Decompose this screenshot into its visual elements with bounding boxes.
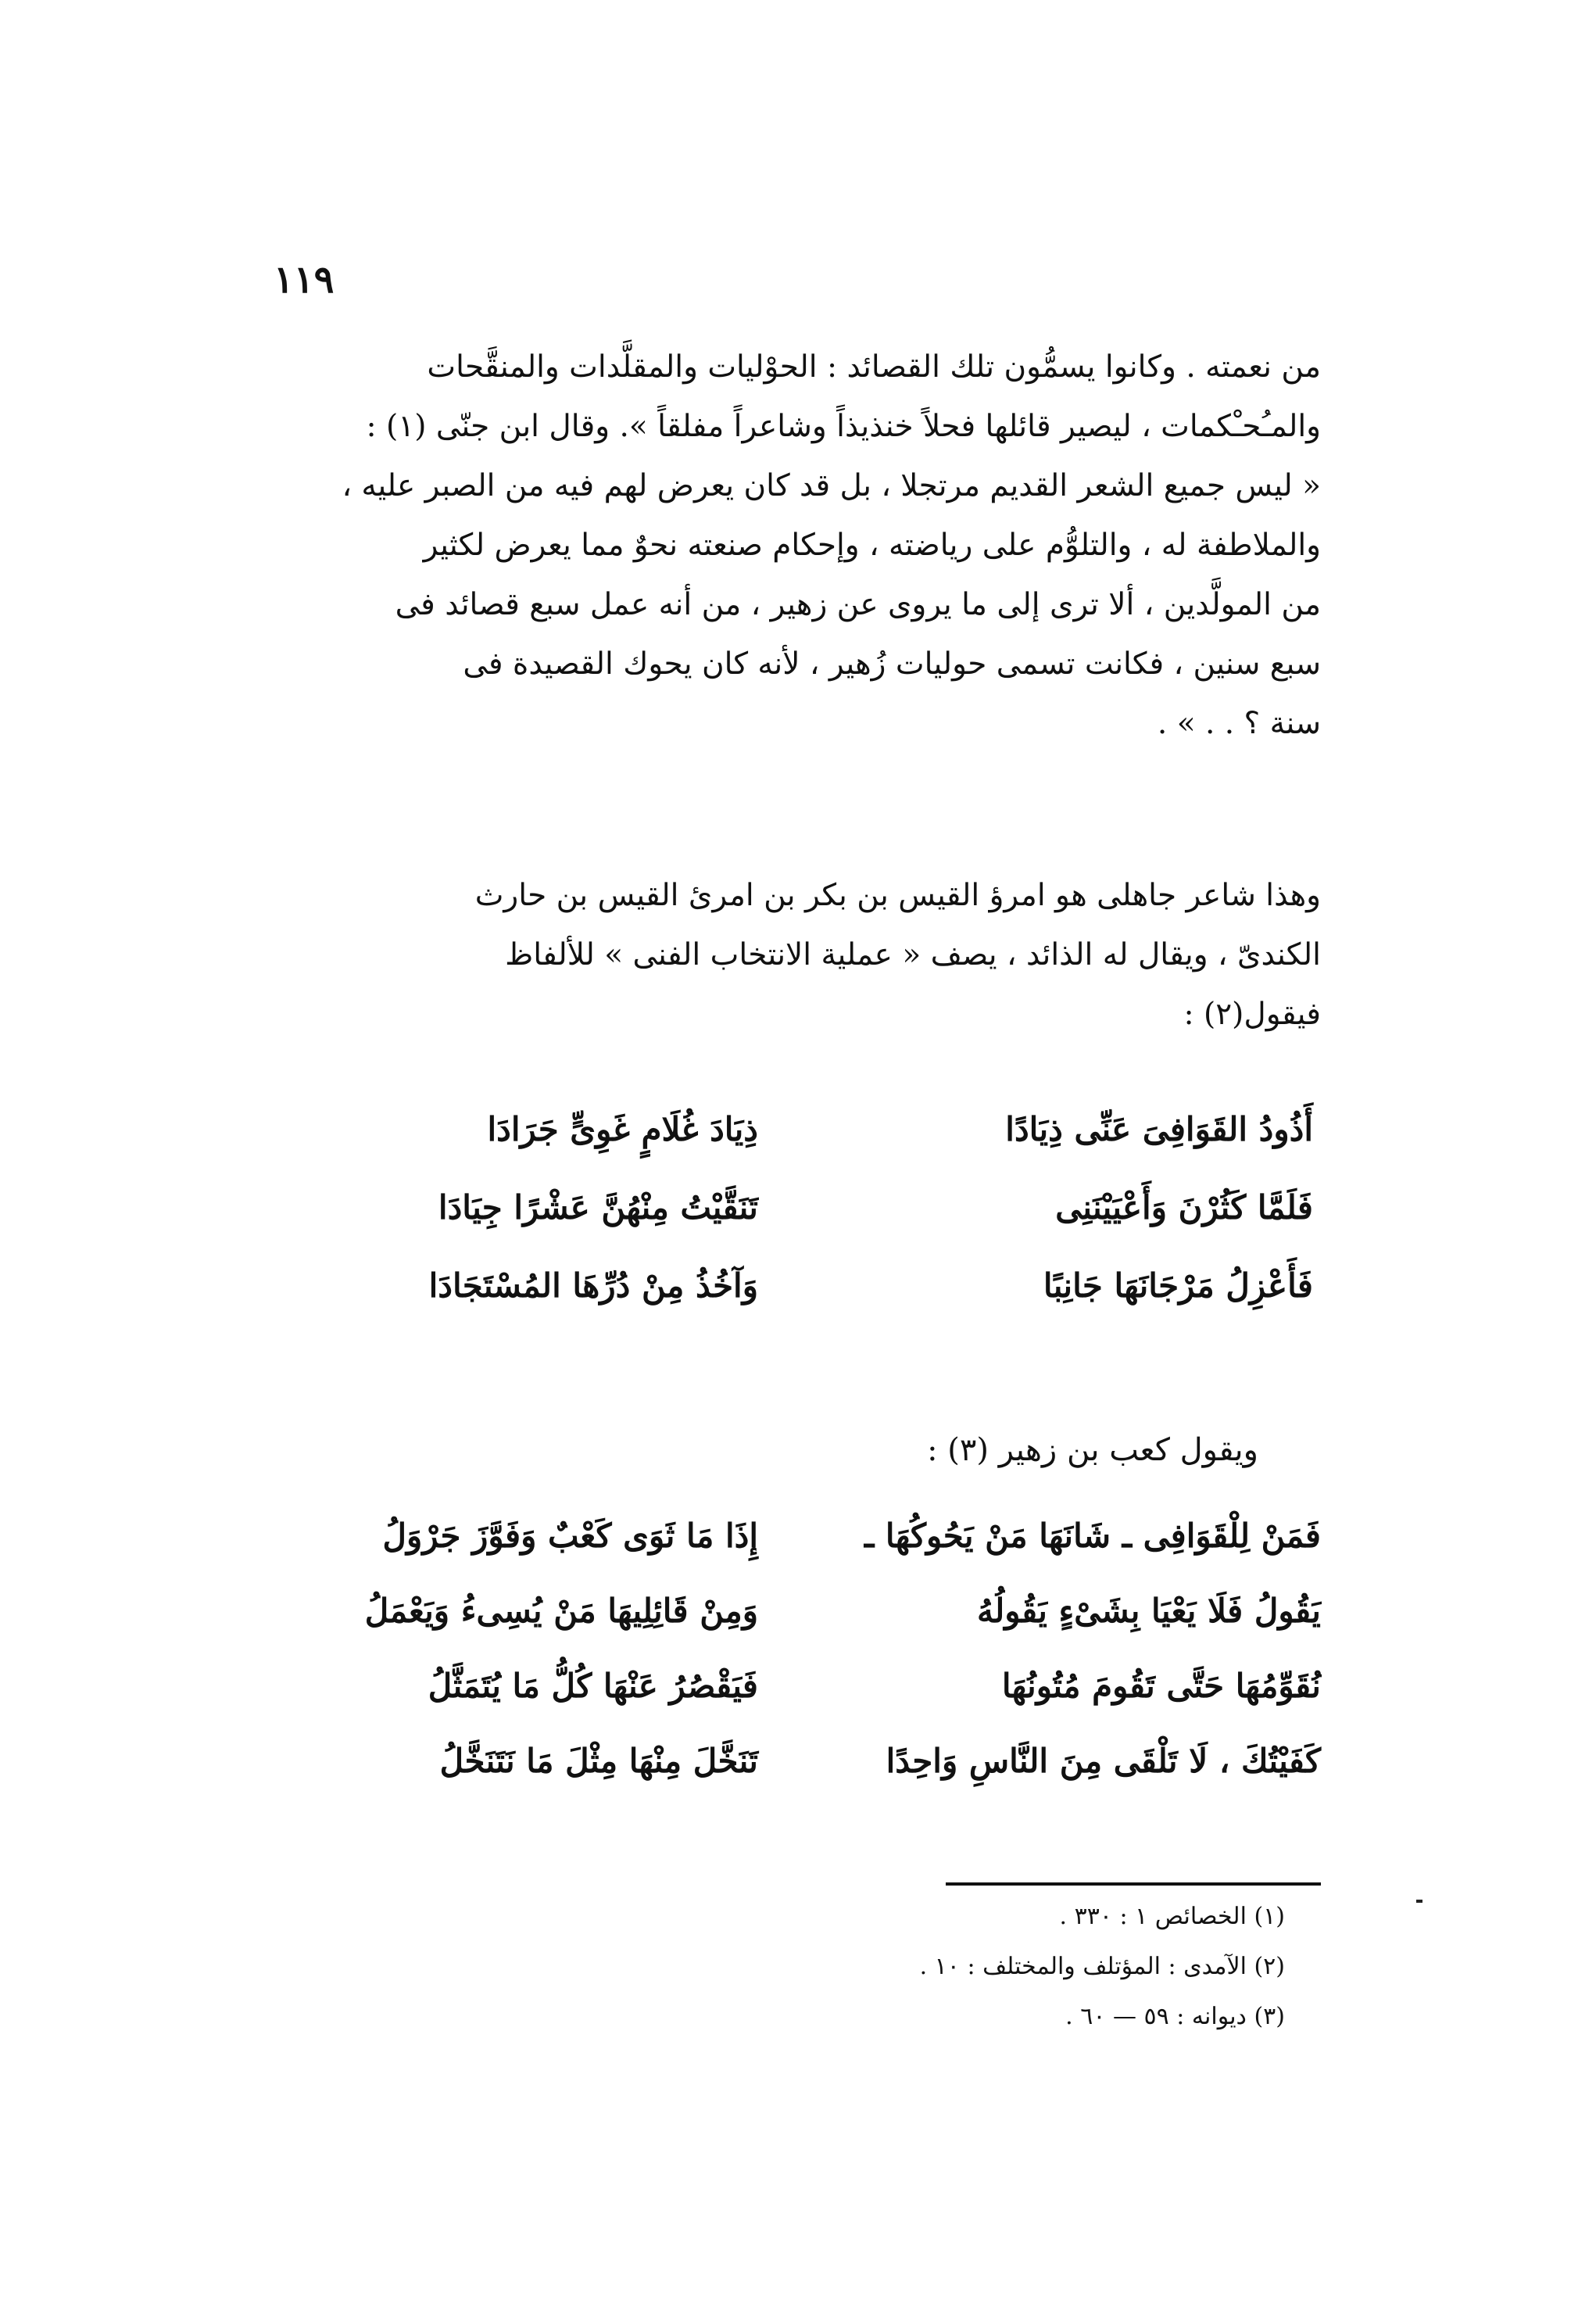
verse-first-hemistich: فَمَنْ لِلْقَوَافِى ـ شَانَهَا مَنْ يَحُوكُهَا ـ [864, 1517, 1321, 1555]
verse-second-hemistich: ذِيَادَ غُلَامٍ غَوِىٍّ جَرَادَا [487, 1110, 758, 1148]
verse-first-hemistich: كَفَيْتُكَ ، لَا تَلْقَى مِنَ النَّاسِ وَاحِدًا [886, 1742, 1321, 1780]
margin-mark [1416, 1900, 1422, 1903]
poem-verse [274, 1094, 1321, 1173]
paragraph-imru-al-qays [274, 866, 1321, 1044]
poem-verse [274, 1501, 1321, 1576]
text-line: « ليس جميع الشعر القديم مرتجلا ، بل قد كان يعرض لهم فيه من الصبر عليه ، [342, 468, 1321, 503]
text-line: من نعمته . وكانوا يسمُّون تلك القصائد : الحوْليات والمقلَّدات والمنقَّحات [427, 349, 1321, 385]
text-line: والمـُحـْكمات ، ليصير قائلها فحلاً خنذيذاً وشاعراً مفلقاً ». وقال ابن جنّى (١) : [366, 409, 1321, 444]
poem-verse [274, 1576, 1321, 1651]
poem-verse [274, 1251, 1321, 1329]
poem-verse [274, 1726, 1321, 1801]
verse-second-hemistich: تَنَقَّيْتُ مِنْهُنَّ عَشْرًا جِيَادَا [438, 1188, 758, 1227]
verse-second-hemistich: فَيَقْصُرُ عَنْهَا كُلُّ مَا يُتَمَثَّلُ [428, 1667, 758, 1705]
poem-kaab-bin-zuhayr [274, 1501, 1321, 1801]
verse-first-hemistich: فَلَمَّا كَثُرْنَ وَأَعْيَيْنَنِى [1055, 1188, 1313, 1227]
footnote-divider [946, 1882, 1321, 1886]
verse-second-hemistich: وَآخُذُ مِنْ دُرِّهَا المُسْتَجَادَا [428, 1266, 758, 1305]
verse-first-hemistich: أَذُودُ القَوَافِىَ عَنِّى ذِيَادًا [1005, 1110, 1313, 1148]
poem-al-daid [274, 1094, 1321, 1329]
footnote-2: (٢) الآمدى : المؤتلف والمختلف : ١٠ . [919, 1953, 1285, 1980]
verse-first-hemistich: فَأَعْزِلُ مَرْجَانَهَا جَانِبًا [1043, 1266, 1313, 1305]
poem-verse [274, 1651, 1321, 1726]
text-line: وهذا شاعر جاهلى هو امرؤ القيس بن بكر بن امرئ القيس بن حارث [474, 878, 1321, 913]
text-line: فيقول(٢) : [1183, 997, 1321, 1032]
verse-intro-kaab: ويقول كعب بن زهير (٣) : [927, 1432, 1258, 1468]
verse-second-hemistich: وَمِنْ قَائِلِيهَا مَنْ يُسِىءُ وَيَعْمَلُ [364, 1592, 758, 1630]
footnote-3: (٣) ديوانه : ٥٩ — ٦٠ . [1065, 2003, 1285, 2030]
paragraph-zuhayr-hawliyat [274, 338, 1321, 754]
verse-first-hemistich: يَقُولُ فَلَا يَعْيَا بِشَىْءٍ يَقُولُهُ [976, 1592, 1321, 1630]
page-number: ١١٩ [274, 258, 335, 302]
verse-first-hemistich: نُقَوِّمُهَا حَتَّى تَقُومَ مُتُونُهَا [1001, 1667, 1321, 1705]
text-line: سبع سنين ، فكانت تسمى حوليات زُهير ، لأنه كان يحوك القصيدة فى [463, 646, 1321, 682]
verse-second-hemistich: إِذَا مَا ثَوَى كَعْبٌ وَفَوَّزَ جَرْوَلُ [382, 1517, 758, 1555]
text-line: الكندىّ ، ويقال له الذائد ، يصف « عملية الانتخاب الفنى » للألفاظ [505, 937, 1321, 972]
text-line: سنة ؟ . . » . [1157, 706, 1321, 741]
verse-second-hemistich: تَنَخَّلَ مِنْهَا مِثْلَ مَا نَتَنَخَّلُ [439, 1742, 758, 1780]
footnote-1: (١) الخصائص ١ : ٣٣٠ . [1059, 1903, 1285, 1930]
poem-verse [274, 1173, 1321, 1251]
text-line: من المولَّدين ، ألا ترى إلى ما يروى عن زهير ، من أنه عمل سبع قصائد فى [395, 587, 1321, 622]
footnotes [847, 1892, 1285, 2042]
text-line: والملاطفة له ، والتلوُّم على رياضته ، وإحكام صنعته نحوٌ مما يعرض لكثير [423, 528, 1321, 563]
